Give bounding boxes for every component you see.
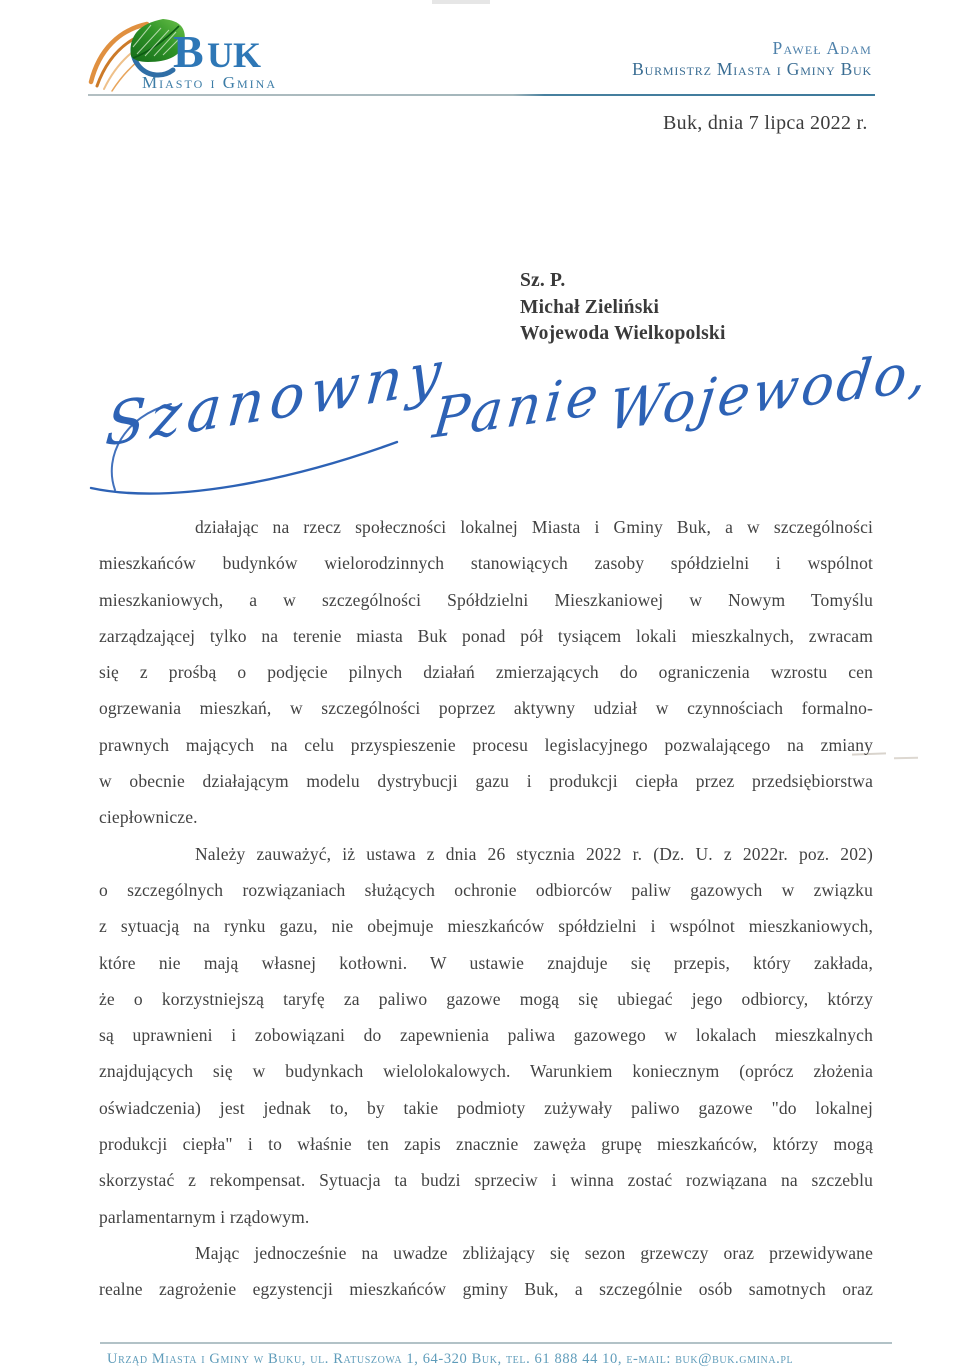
logo-subtitle: Miasto i Gmina	[142, 73, 278, 92]
body-line: prawnych mających na celu przyspieszenie procesu legislacyjnego pozwalającego na zmiany	[99, 734, 873, 755]
body-line: działając na rzecz społeczności lokalnej Miasta i Gminy Buk, a w szczególności	[195, 517, 873, 537]
footer-contact: Urząd Miasta i Gminy w Buku, ul. Ratuszowa 1, 64-320 Buk, tel. 61 888 44 10, e-mail: buk@buk.gmina.pl	[107, 1351, 794, 1367]
dateline: Buk, dnia 7 lipca 2022 r.	[663, 112, 868, 134]
recipient-block	[520, 268, 726, 348]
recipient-name: Michał Zieliński	[520, 296, 660, 318]
recipient-prefix: Sz. P.	[520, 270, 566, 291]
scan-artifact-right	[894, 757, 918, 759]
footer-divider	[100, 1342, 892, 1344]
body-line: realne zagrożenie egzystencji mieszkańców gminy Buk, a szczególnie osób samotnych oraz	[99, 1279, 873, 1300]
body-line: skorzystać z rekompensat. Sytuacja ta budzi sprzeciw i winna zostać rozwiązana na szczeblu	[99, 1170, 873, 1191]
body-line: mieszkańców budynków wielorodzinnych stanowiących zasoby spółdzielni i wspólnot	[99, 553, 873, 574]
body-line: są uprawnieni i zobowiązani do zapewnienia paliwa gazowego w lokalach mieszkalnych	[99, 1025, 873, 1046]
body-line: produkcji ciepła" i to właśnie ten zapis znacznie zawęża grupę mieszkańców, którzy mogą	[99, 1134, 873, 1155]
body-line: Mając jednocześnie na uwadze zbliżający się sezon grzewczy oraz przewidywane	[195, 1242, 873, 1263]
handwritten-greeting	[85, 336, 934, 506]
body-line: że o korzystniejszą taryfę za paliwo gazowe mogą się ubiegać jego odbiorcy, którzy	[99, 988, 873, 1009]
body-line: o szczególnych rozwiązaniach służących ochronie odbiorców paliw gazowych w związku	[99, 879, 873, 900]
body-line: Należy zauważyć, iż ustawa z dnia 26 stycznia 2022 r. (Dz. U. z 2022r. poz. 202)	[195, 843, 873, 864]
body-line: parlamentarnym i rządowym.	[99, 1206, 310, 1227]
body-line: się z prośbą o podjęcie pilnych działań zmierzających do ograniczenia wzrostu cen	[99, 662, 873, 683]
letter-body	[99, 509, 873, 1308]
body-line: ogrzewania mieszkań, w szczególności poprzez aktywny udział w czynnościach formalno-	[99, 698, 873, 719]
body-line: w obecnie działającym modelu dystrybucji gazu i produkcji ciepła przez przedsiębiorstwa	[99, 771, 873, 792]
handwritten-word: Szanowny	[103, 336, 450, 460]
recipient-title: Wojewoda Wielkopolski	[520, 323, 726, 344]
body-line: ciepłownicze.	[99, 807, 198, 828]
buk-municipality-logo	[85, 12, 317, 98]
letterhead-divider	[88, 94, 875, 96]
sender-title: Burmistrz Miasta i Gminy Buk	[632, 59, 872, 79]
handwritten-word: Wojewodo,	[605, 339, 934, 443]
body-line: z sytuacją na rynku gazu, nie obejmuje mieszkańców spółdzielni i wspólnot mieszkaniowych,	[99, 916, 873, 937]
handwritten-word: Panie	[430, 362, 606, 451]
body-line: zarządzającej tylko na terenie miasta Buk ponad pół tysiącem lokali mieszkalnych, zwracam	[99, 625, 873, 646]
sender-block	[632, 38, 872, 80]
body-line: znajdujących się w budynkach wielolokalowych. Warunkiem koniecznym (oprócz złożenia	[99, 1061, 873, 1082]
sender-name: Paweł Adam	[772, 38, 872, 58]
body-line: oświadczenia) jest jednak to, by takie podmioty zużywały paliwo gazowe "do lokalnej	[99, 1097, 873, 1118]
logo-title-rest: UK	[207, 35, 261, 75]
body-line: mieszkaniowych, a w szczególności Spółdzielni Mieszkaniowej w Nowym Tomyślu	[99, 589, 873, 610]
scan-artifact-top	[432, 0, 490, 4]
body-line: które nie mają własnej kotłowni. W ustawie znajduje się przepis, który zakłada,	[99, 952, 873, 973]
logo-title-initial: B	[173, 26, 204, 77]
